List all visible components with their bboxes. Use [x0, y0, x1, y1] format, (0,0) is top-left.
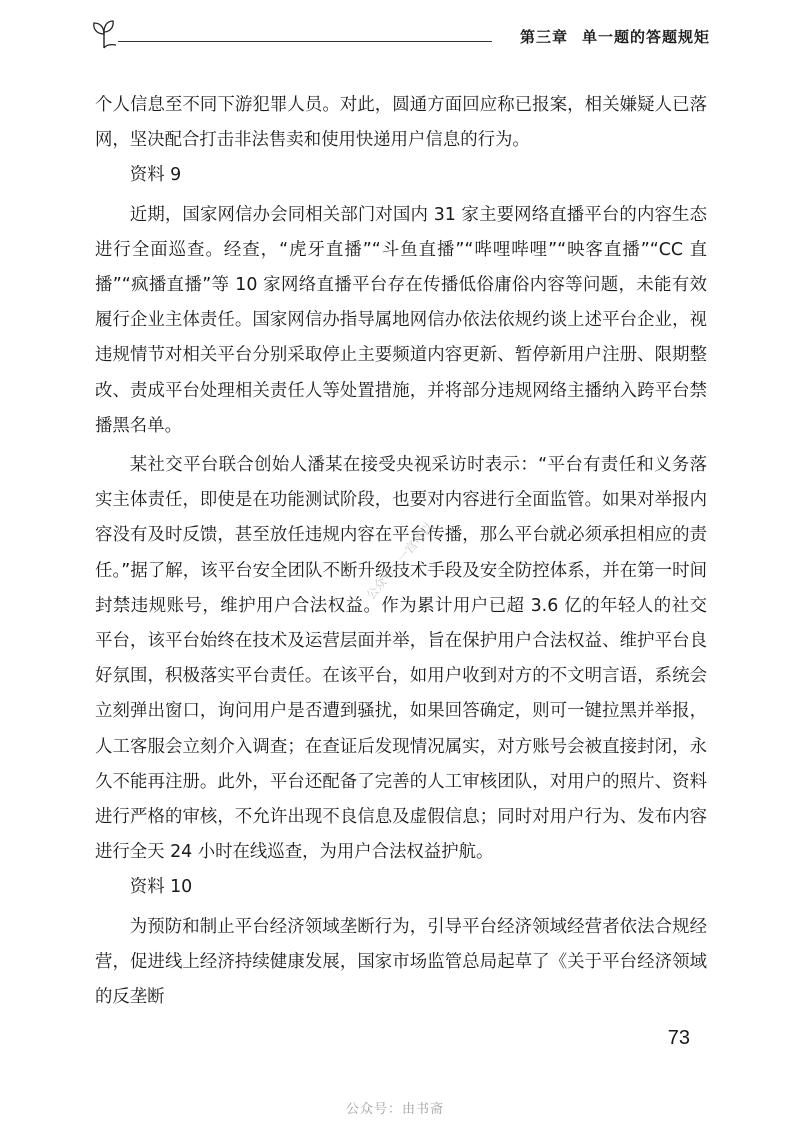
material-label-10: 资料 10: [129, 877, 193, 898]
sprout-icon: [90, 18, 118, 50]
paragraph-antitrust: 为预防和制止平台经济领域垄断行为，引导平台经济领域经营者依法合规经营，促进线上经济持续健康发展，国家市场监管总局起草了《关于平台经济领域的反垄断: [95, 916, 707, 1008]
header-rule: [118, 41, 492, 42]
chapter-number: 第三章: [519, 28, 568, 46]
material-label-9: 资料 9: [129, 165, 182, 186]
page-header: [90, 18, 710, 52]
chapter-heading: [520, 26, 710, 47]
chapter-title: 单一题的答题规矩: [581, 28, 710, 46]
page-number: 73: [667, 1027, 690, 1049]
watermark: 公众号：一宫可以: [363, 519, 436, 603]
paragraph-livestream-inspection: 近期，国家网信办会同相关部门对国内 31 家主要网络直播平台的内容生态进行全面巡查。经查，“虎牙直播”“斗鱼直播”“哔哩哔哩”“映客直播”“CC 直播”“疯播直播”等 10 家网络直播平台存在传播低俗庸俗内容等问题，未能有效履行企业主体责任。国家网信办指导属地网信办依法依规约谈上述平台企业，视违规情节对相关平台分别采取停止主要频道内容更新、暂停新用户注册、限期整改、责成平台处理相关责任人等处置措施，并将部分违规网络主播纳入跨平台禁播黑名单。: [95, 204, 707, 436]
paragraph-continuation: 个人信息至不同下游犯罪人员。对此，圆通方面回应称已报案，相关嫌疑人已落网，坚决配合打击非法售卖和使用快递用户信息的行为。: [95, 95, 707, 151]
footer-watermark: 公众号：由书斋: [346, 1102, 445, 1117]
paragraph-social-platform: 某社交平台联合创始人潘某在接受央视采访时表示：“平台有责任和义务落实主体责任，即使是在功能测试阶段，也要对内容进行全面监管。如果对举报内容没有及时反馈，甚至放任违规内容在平台传播，那么平台就必须承担相应的责任。”据了解，该平台安全团队不断升级技术手段及安全防控体系，并在第一时间封禁违规账号，维护用户合法权益。作为累计用户已超 3.6 亿的年轻人的社交平台，该平台始终在技术及运营层面并举，旨在保护用户合法权益、维护平台良好氛围，积极落实平台责任。在该平台，如用户收到对方的不文明言语，系统会立刻弹出窗口，询问用户是否遭到骚扰，如果回答确定，则可一键拉黑并举报，人工客服会立刻介入调查；在查证后发现情况属实，对方账号会被直接封闭，永久不能再注册。此外，平台还配备了完善的人工审核团队，对用户的照片、资料进行严格的审核，不允许出现不良信息及虚假信息；同时对用户行为、发布内容进行全天 24 小时在线巡查，为用户合法权益护航。: [95, 455, 707, 863]
